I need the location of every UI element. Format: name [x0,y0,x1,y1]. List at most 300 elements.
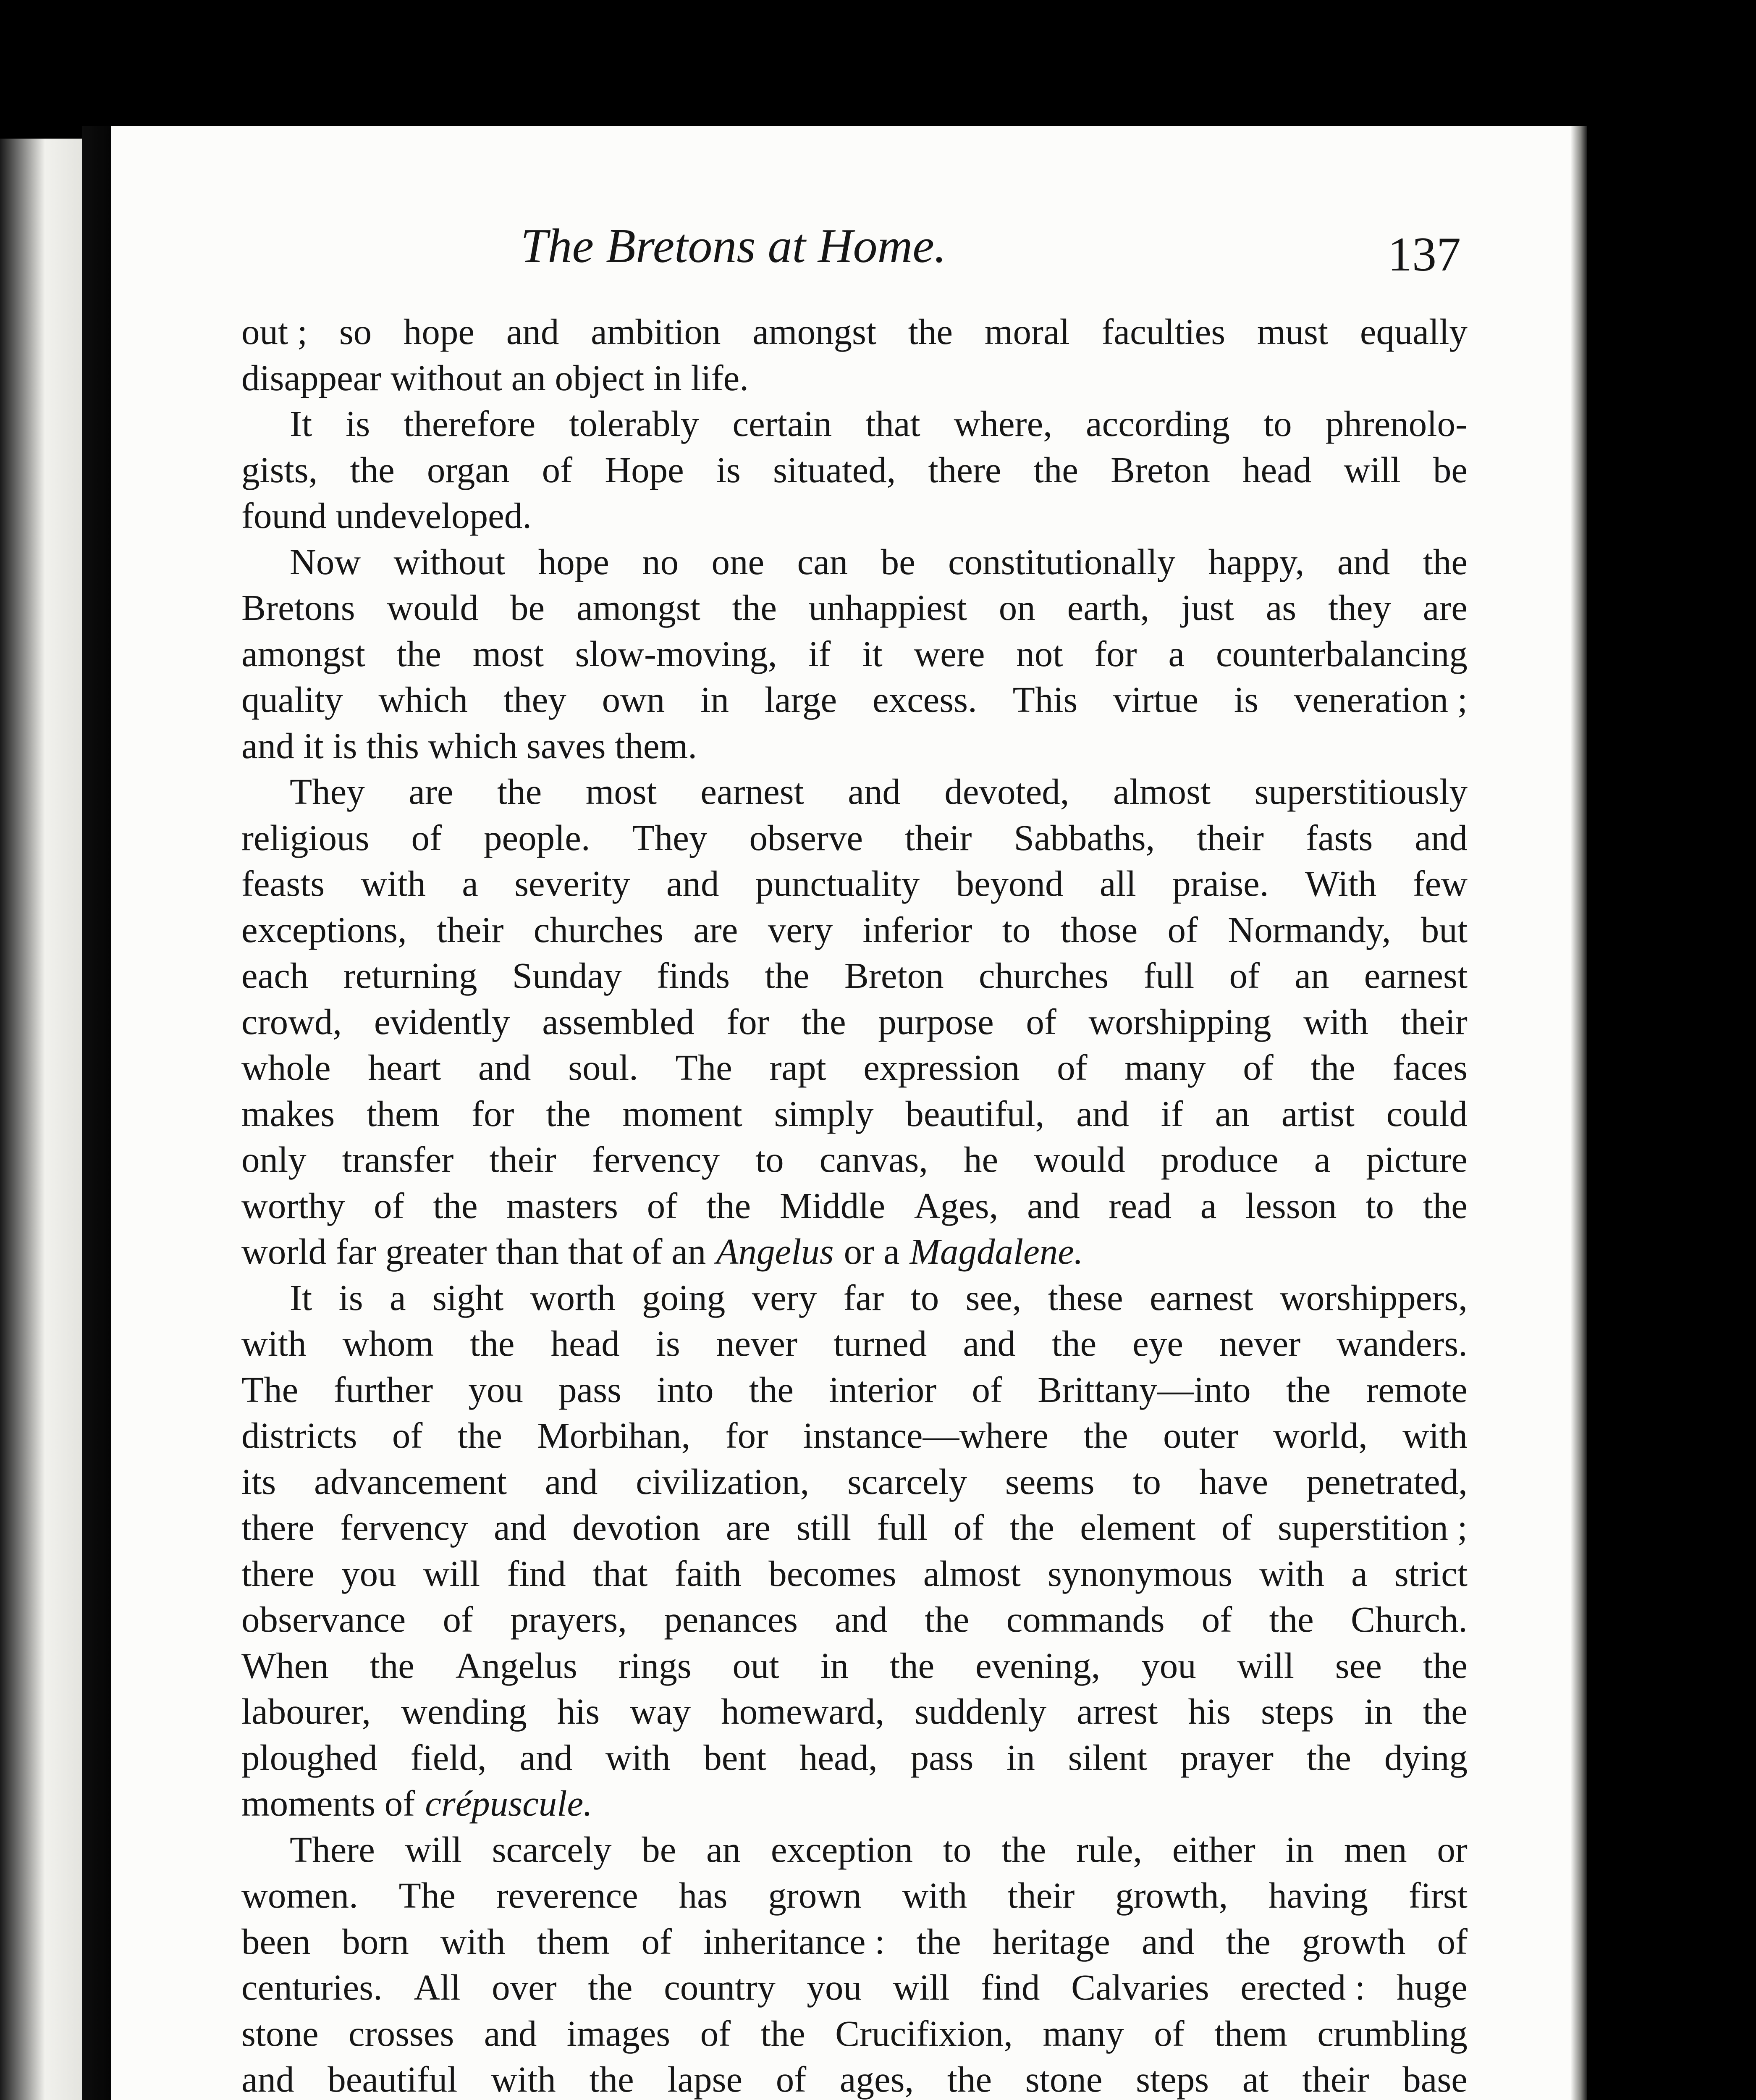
running-head: The Bretons at Home. [521,219,946,273]
text-word: going [642,1277,726,1318]
text-word: see [1335,1645,1382,1686]
text-line [241,1688,1468,1735]
text-word: worshipping [1088,1001,1271,1042]
text-word: the [765,955,810,996]
text-word: find [981,1967,1040,2008]
text-word: further [333,1369,433,1410]
text-word: with [440,1921,506,1962]
text-word: Magdalene. [909,1231,1083,1272]
text-word: their [1302,2059,1369,2100]
text-word: seems [1005,1461,1095,1502]
text-word: The [241,1369,299,1410]
text-word: phrenolo- [1325,403,1468,444]
text-word: When [241,1645,329,1686]
text-word: grown [768,1875,862,1916]
text-word: that [865,403,920,444]
text-word: Angelus [716,1231,834,1272]
text-word: the [433,1185,478,1226]
text-word: as [1266,587,1297,628]
text-word: fasts [1305,817,1373,858]
text-word: them [537,1921,610,1962]
text-word: the [760,2013,805,2054]
text-word: There [290,1829,375,1870]
text-word: They [290,771,365,812]
text-word: read [1109,1185,1172,1226]
text-word: pass [910,1737,974,1778]
text-word: Middle [779,1185,886,1226]
text-word: people. [483,817,590,858]
text-word: of [953,1507,984,1548]
text-word: large [764,679,837,720]
text-word: they [503,679,566,720]
text-word: pass [558,1369,621,1410]
text-word: the [1286,1369,1331,1410]
text-word: beautiful [328,2059,458,2100]
text-word: rings [618,1645,692,1686]
text-word: found undeveloped. [241,495,532,536]
text-word: a [1168,633,1185,674]
text-line [241,907,1468,953]
text-line [241,1275,1468,1321]
text-word: commands [1006,1599,1165,1640]
text-word: the [1033,449,1078,490]
text-word: having [1269,1875,1368,1916]
text-word: you [807,1967,862,2008]
text-word: turned [833,1323,927,1364]
text-line [241,723,1468,769]
text-word: those [1060,909,1138,950]
text-word: of [1167,909,1198,950]
text-word: wending [401,1691,527,1732]
text-word: still [796,1507,852,1548]
text-word: tolerably [569,403,699,444]
text-line [241,1137,1468,1183]
text-word: rule, [1076,1829,1143,1870]
text-word: the [890,1645,935,1686]
text-word: exceptions, [241,909,407,950]
text-word: earnest [1364,955,1468,996]
text-word: you [1141,1645,1196,1686]
text-word: they [1328,587,1391,628]
text-word: bent [703,1737,767,1778]
text-line [241,447,1468,493]
text-line [241,355,1468,401]
text-word: the [396,633,441,674]
text-word: and [1076,1093,1129,1134]
text-word: Church. [1351,1599,1468,1640]
text-word: for [472,1093,514,1134]
text-word: way [630,1691,691,1732]
text-word: amongst [576,587,700,628]
text-word: first [1408,1875,1468,1916]
text-word: is [338,1277,363,1318]
text-word: purpose [878,1001,994,1042]
text-word: each [241,955,309,996]
text-line [241,1183,1468,1229]
text-word: many [1043,2013,1124,2054]
text-word: severity [514,863,630,904]
text-word: growth [1302,1921,1406,1962]
text-word: unhappiest [808,587,967,628]
text-word: a [1351,1553,1368,1594]
text-line [241,953,1468,999]
text-word: instance—where [803,1415,1048,1456]
text-word: it [862,633,883,674]
text-word: faces [1392,1047,1468,1088]
text-word: fervency [592,1139,720,1180]
text-word: own [602,679,665,720]
text-word: women. [241,1875,358,1916]
text-word: ploughed [241,1737,377,1778]
text-word: the [370,1645,414,1686]
text-word: the [588,1967,633,2008]
text-word: into [657,1369,714,1410]
text-word: are [409,771,453,812]
text-word: Sabbaths, [1014,817,1155,858]
text-word: the [1083,1415,1128,1456]
text-word: penetrated, [1306,1461,1468,1502]
text-word: never [1219,1323,1301,1364]
text-line [241,1367,1468,1413]
text-word: Angelus [455,1645,577,1686]
text-word: full [1143,955,1195,996]
text-word: Now [290,541,361,582]
text-word: with [902,1875,967,1916]
text-word: homeward, [721,1691,885,1732]
text-word: the [916,1921,961,1962]
text-word: were [914,633,985,674]
text-word: the [1423,1691,1468,1732]
text-word: stone [1025,2059,1103,2100]
text-word: the [589,2059,634,2100]
text-word: men [1344,1829,1407,1870]
text-word: reverence [496,1875,638,1916]
text-word: makes [241,1093,335,1134]
text-word: worshippers, [1279,1277,1468,1318]
text-word: situated, [773,449,896,490]
text-word: crosses [349,2013,454,2054]
text-word: almost [1113,771,1211,812]
text-word: he [964,1139,999,1180]
text-word: and it is this which saves them. [241,725,697,766]
text-word: of [411,817,442,858]
text-line [241,1551,1468,1597]
text-line [241,1412,1468,1459]
text-word: the [706,1185,751,1226]
text-line [241,1643,1468,1689]
text-word: if [1161,1093,1183,1134]
text-word: devoted, [944,771,1069,812]
text-word: whole [241,1047,331,1088]
text-word: of [1201,1599,1232,1640]
text-word: field, [410,1737,487,1778]
text-line [241,1459,1468,1505]
text-word: have [1199,1461,1269,1502]
text-word: feasts [241,863,325,904]
text-word: is [655,1323,680,1364]
text-word: full [877,1507,928,1548]
text-word: inheritance : [703,1921,885,1962]
text-word: Brittany—into [1038,1369,1251,1410]
text-word: beyond [956,863,1064,904]
text-word: With [1305,863,1377,904]
text-word: simply [774,1093,874,1134]
text-word: earnest [1150,1277,1253,1318]
text-word: crumbling [1317,2013,1468,2054]
text-word: the [1051,1323,1097,1364]
text-word: the [1001,1829,1046,1870]
text-word: and [1027,1185,1080,1226]
text-word: its [241,1461,276,1502]
text-word: crépuscule. [425,1783,592,1824]
text-word: base [1402,2059,1468,2100]
text-word: scarcely [492,1829,612,1870]
text-word: quality [241,679,343,720]
text-word: happy, [1208,541,1305,582]
text-word: to [943,1829,972,1870]
text-word: and [241,2059,294,2100]
text-word: Breton [844,955,944,996]
text-word: superstitiously [1254,771,1468,812]
text-word: finds [657,955,730,996]
text-word: in [700,679,729,720]
text-word: so [339,311,372,352]
text-word: an [1215,1093,1250,1134]
text-word: faculties [1101,311,1226,352]
text-word: very [752,1277,817,1318]
text-line [241,2011,1468,2057]
page-number: 137 [1388,228,1461,281]
text-line [241,999,1468,1045]
text-word: that [592,1553,648,1594]
text-word: the [1269,1599,1314,1640]
text-word: hope [538,541,609,582]
text-word: picture [1366,1139,1468,1180]
text-word: produce [1161,1139,1279,1180]
text-word: would [1034,1139,1125,1180]
text-word: artist [1281,1093,1355,1134]
text-word: of [641,1921,672,1962]
text-word: for [726,1001,769,1042]
text-word: the [1423,1645,1468,1686]
text-word: virtue [1113,679,1199,720]
text-word: labourer, [241,1691,371,1732]
text-word: of [1154,2013,1185,2054]
text-word: very [768,909,833,950]
text-word: to [755,1139,784,1180]
text-word: element [1080,1507,1196,1548]
text-word: of [700,2013,731,2054]
text-word: be [642,1829,676,1870]
text-word: to [910,1277,939,1318]
text-word: synonymous [1048,1553,1232,1594]
text-word: with [605,1737,671,1778]
text-word: ambition [591,311,721,352]
text-word: counterbalancing [1216,633,1468,674]
text-word: according [1085,403,1230,444]
text-word: hope [403,311,475,352]
text-word: be [1433,449,1468,490]
text-word: prayer [1180,1737,1274,1778]
text-word: their [437,909,504,950]
text-word: of [1437,1921,1468,1962]
text-word: will [1344,449,1401,490]
text-word: of [1221,1507,1252,1548]
text-word: country [664,1967,776,2008]
text-word: devotion [572,1507,700,1548]
text-word: the [908,311,953,352]
text-word: could [1386,1093,1468,1134]
text-word: canvas, [819,1139,928,1180]
text-word: punctuality [755,863,920,904]
text-word: is [1234,679,1258,720]
text-word: moment [622,1093,742,1134]
text-word: to [1002,909,1031,950]
text-word: are [693,909,738,950]
text-word: religious [241,817,370,858]
text-word: their [1197,817,1264,858]
text-word: returning [343,955,477,996]
text-word: gists, [241,449,318,490]
text-line [241,769,1468,815]
text-word: will [423,1553,480,1594]
text-word: The [398,1875,456,1916]
text-word: outer [1163,1415,1238,1456]
text-word: with [361,863,426,904]
text-word: observance [241,1599,406,1640]
text-word: the [1423,541,1468,582]
text-word: and [484,2013,537,2054]
text-word: world far greater than that of an [241,1231,706,1272]
text-word: the [497,771,542,812]
text-word: exception [771,1829,913,1870]
text-word: remote [1366,1369,1468,1410]
text-word: never [716,1323,798,1364]
text-word: steps [1136,2059,1209,2100]
text-word: almost [923,1553,1021,1594]
text-word: at [1242,2059,1269,2100]
text-word: penances [664,1599,798,1640]
text-word: praise. [1172,863,1269,904]
text-line [241,401,1468,447]
text-word: the [1306,1737,1352,1778]
text-word: must [1257,311,1329,352]
text-word: but [1421,909,1468,950]
text-word: with [1402,1415,1468,1456]
text-line [241,1504,1468,1551]
text-word: over [492,1967,557,2008]
text-word: for [1094,633,1137,674]
text-word: the [1226,1921,1271,1962]
text-word: has [679,1875,728,1916]
text-word: images [566,2013,671,2054]
text-word: All [414,1967,461,2008]
text-word: to [1132,1461,1161,1502]
text-word: if [808,633,831,674]
text-word: civilization, [636,1461,810,1502]
text-word: earth, [1067,587,1150,628]
text-line [241,539,1468,585]
text-word: heart [368,1047,441,1088]
text-word: interior [829,1369,937,1410]
text-word: been [241,1921,311,1962]
text-word: centuries. [241,1967,383,2008]
text-word: of [972,1369,1002,1410]
text-word: head [550,1323,620,1364]
text-word: the [470,1323,515,1364]
text-word: amongst [241,633,365,674]
text-word: Hope [605,449,684,490]
text-word: them [367,1093,440,1134]
text-word: world, [1273,1415,1368,1456]
text-word: a [1314,1139,1331,1180]
text-word: the [1310,1047,1355,1088]
text-word: and [478,1047,531,1088]
text-word: a [462,863,478,904]
text-word: their [489,1139,556,1180]
text-word: and [1337,541,1390,582]
text-word: them [1214,2013,1287,2054]
text-word: the [749,1369,794,1410]
text-word: churches [533,909,663,950]
text-word: worth [530,1277,616,1318]
text-line [241,1827,1468,1873]
text-word: is [716,449,741,490]
text-word: amongst [752,311,877,352]
text-word: and [1141,1921,1195,1962]
text-line [241,309,1468,355]
text-word: of [1026,1001,1056,1042]
text-word: of [647,1185,678,1226]
text-line [241,1872,1468,1919]
text-word: in [820,1645,849,1686]
previous-page-edge [0,139,82,2100]
text-word: his [1188,1691,1231,1732]
text-word: wanders. [1337,1323,1468,1364]
text-word: worthy [241,1185,345,1226]
text-word: fervency [340,1507,468,1548]
text-word: the [732,587,777,628]
text-word: will [1237,1645,1294,1686]
text-word: on [999,587,1035,628]
text-line [241,815,1468,861]
text-word: faith [674,1553,742,1594]
text-word: crowd, [241,1001,342,1042]
text-word: steps [1261,1691,1334,1732]
text-word: head [1242,449,1312,490]
text-word: see, [965,1277,1022,1318]
text-word: advancement [314,1461,507,1502]
text-line [241,1228,1468,1275]
text-word: The [675,1047,732,1088]
text-word: of [1057,1047,1088,1088]
text-word: and [545,1461,598,1502]
text-word: Calvaries [1071,1967,1209,2008]
text-word: of [1229,955,1260,996]
text-word: with [241,1323,307,1364]
text-word: disappear without an object in life. [241,357,749,398]
text-line [241,1045,1468,1091]
text-word: prayers, [510,1599,627,1640]
text-word: with [491,2059,556,2100]
text-word: churches [978,955,1109,996]
text-word: born [342,1921,409,1962]
text-word: expression [863,1047,1020,1088]
page-right-edge [1570,126,1587,2100]
text-word: They [632,817,708,858]
text-word: a [1200,1185,1217,1226]
text-word: an [1295,955,1329,996]
